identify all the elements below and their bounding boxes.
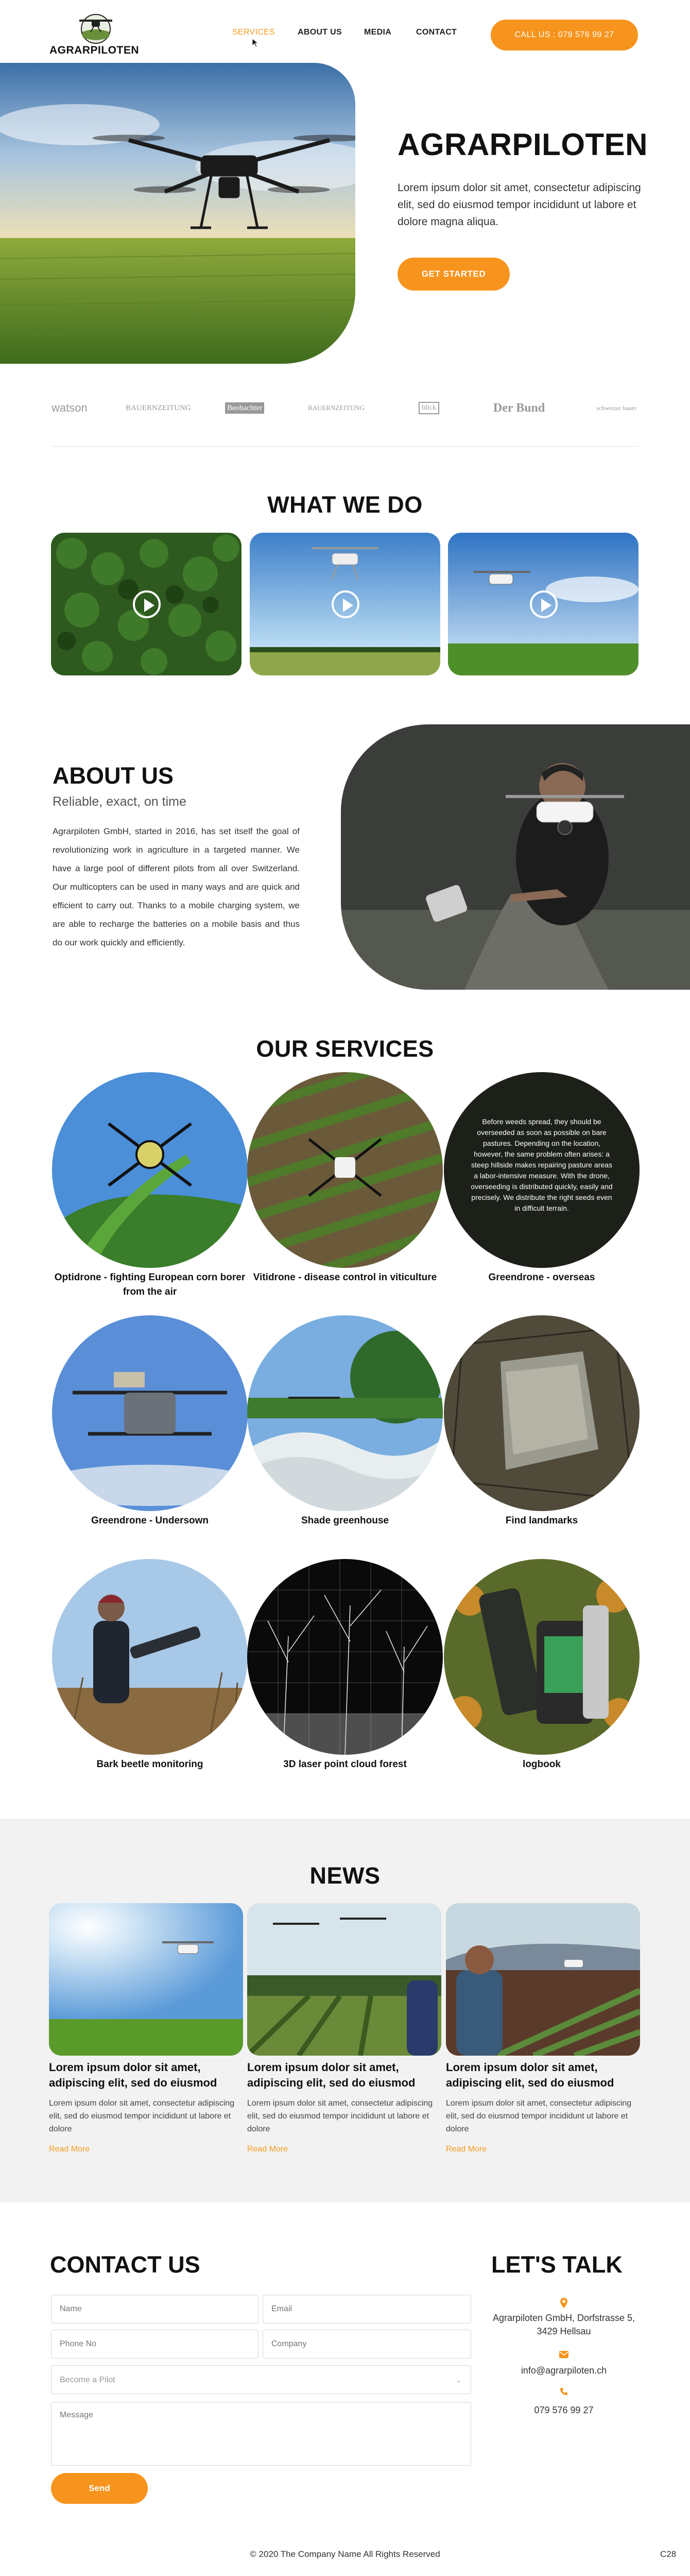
our-services-title: OUR SERVICES	[256, 1036, 434, 1062]
greenhouse-illustration	[247, 1315, 443, 1511]
video-card-drone-field[interactable]	[250, 533, 440, 675]
contact-phone[interactable]: 079 576 99 27	[534, 2405, 594, 2415]
corn-drone-illustration	[52, 1072, 248, 1268]
role-select-value: Become a Pilot	[60, 2376, 115, 2384]
news-image-1[interactable]	[49, 1903, 243, 2056]
landmark-stone-illustration	[444, 1315, 640, 1511]
play-icon[interactable]	[530, 590, 558, 618]
get-started-button[interactable]: GET STARTED	[398, 258, 510, 291]
service-label-greendrone-undersown[interactable]: Greendrone - Undersown	[91, 1515, 209, 1526]
service-shade-greenhouse-image[interactable]	[247, 1315, 443, 1511]
news-title-3[interactable]: Lorem ipsum dolor sit amet, adipiscing elit, sed do eiusmod	[446, 2061, 614, 2089]
logo[interactable]	[49, 11, 140, 59]
read-more-link-1[interactable]: Read More	[49, 2145, 90, 2154]
nav-media[interactable]: MEDIA	[364, 28, 392, 37]
drone-sky-blue-illustration	[52, 1315, 248, 1511]
call-us-button[interactable]: CALL US : 079 576 99 27	[491, 20, 638, 50]
service-label-3d-laser[interactable]: 3D laser point cloud forest	[283, 1759, 407, 1770]
message-textarea[interactable]	[51, 2402, 471, 2466]
service-logbook-image[interactable]	[444, 1559, 640, 1755]
news-title-2[interactable]: Lorem ipsum dolor sit amet, adipiscing elit, sed do eiusmod	[247, 2061, 416, 2089]
company-input[interactable]	[263, 2330, 471, 2359]
service-label-vitidrone[interactable]: Vitidrone - disease control in viticulture	[253, 1272, 437, 1283]
video-card-drone-sky[interactable]	[448, 533, 639, 675]
send-button[interactable]: Send	[51, 2473, 148, 2504]
logo-drone-icon	[75, 11, 116, 44]
hero-title: AGRARPILOTEN	[398, 127, 648, 162]
service-label-bark-beetle[interactable]: Bark beetle monitoring	[96, 1759, 203, 1770]
hero-drone-illustration	[0, 63, 355, 364]
read-more-link-3[interactable]: Read More	[446, 2145, 487, 2154]
service-greendrone-overseas-image[interactable]	[444, 1072, 640, 1268]
press-logo-schweizer-bauer[interactable]: schweizer bauer	[596, 404, 636, 412]
phone-input[interactable]	[51, 2330, 258, 2359]
service-bark-beetle-image[interactable]	[52, 1559, 248, 1755]
nav-about-us[interactable]: ABOUT US	[298, 28, 342, 37]
news-image-2[interactable]	[247, 1903, 441, 2056]
about-text: Agrarpiloten GmbH, started in 2016, has set itself the goal of revolutionizing work in agriculture in a targeted manner. We have a large pool of different pilots from all over Switzerland. Our multicopters can be used in many ways and are quick and efficient to carry out. Thanks to a mobile charging system, we are able to recharge the batteries on a mobile basis and thus do our work quickly and efficiently.	[53, 826, 300, 947]
contact-email[interactable]: info@agrarpiloten.ch	[521, 2365, 607, 2376]
news-vineyard-illustration	[247, 1903, 441, 2056]
about-image	[341, 724, 690, 990]
nav-contact[interactable]: CONTACT	[416, 28, 457, 37]
play-icon[interactable]	[332, 590, 359, 618]
lets-talk-title: LET'S TALK	[491, 2251, 623, 2278]
bark-beetle-pilot-illustration	[52, 1559, 248, 1755]
press-logo-bauernzeitung-2[interactable]: BAUERNZEITUNG	[308, 404, 365, 412]
name-input[interactable]	[51, 2295, 258, 2324]
header	[0, 0, 690, 63]
read-more-link-2[interactable]: Read More	[247, 2145, 288, 2154]
service-label-greendrone-overseas[interactable]: Greendrone - overseas	[488, 1272, 595, 1283]
news-image-3[interactable]	[446, 1903, 640, 2056]
service-label-find-landmarks[interactable]: Find landmarks	[505, 1515, 578, 1526]
what-we-do-title: WHAT WE DO	[267, 492, 423, 518]
cursor-icon	[251, 38, 259, 47]
footer-corner-label: C28	[660, 2549, 677, 2559]
location-pin-icon	[559, 2298, 569, 2308]
news-title-1[interactable]: Lorem ipsum dolor sit amet, adipiscing elit, sed do eiusmod	[49, 2061, 217, 2089]
service-label-optidrone[interactable]: Optidrone - fighting European corn borer from the air	[54, 1272, 246, 1297]
service-label-shade-greenhouse[interactable]: Shade greenhouse	[301, 1515, 389, 1526]
video-card-forest[interactable]	[51, 533, 242, 675]
email-input[interactable]	[263, 2295, 471, 2324]
press-logo-watson[interactable]: watson	[51, 401, 88, 414]
logo-text: AGRARPILOTEN	[49, 44, 140, 56]
hero-text: Lorem ipsum dolor sit amet, consectetur adipiscing elit, sed do eiusmod tempor incididunt ut labore et dolore magna aliqua.	[398, 182, 641, 228]
chevron-down-icon: ⌄	[456, 2376, 461, 2384]
news-text-1: Lorem ipsum dolor sit amet, consectetur adipiscing elit, sed do eiusmod tempor incididunt ut labore et dolore	[49, 2099, 235, 2133]
service-find-landmarks-image[interactable]	[444, 1315, 640, 1511]
hero-image	[0, 63, 355, 364]
nav-services[interactable]: SERVICES	[232, 28, 275, 37]
phone-icon	[559, 2387, 569, 2398]
divider	[51, 446, 639, 447]
about-title: ABOUT US	[53, 762, 174, 789]
press-logo-beobachter[interactable]: Beobachter	[225, 402, 264, 414]
news-drone-sun-illustration	[49, 1903, 243, 2056]
contact-address: Agrarpiloten GmbH, Dorfstrasse 5, 3429 Hellsau	[492, 2313, 635, 2336]
footer-copyright: © 2020 The Company Name All Rights Reserved	[250, 2549, 440, 2559]
service-greendrone-undersown-image[interactable]	[52, 1315, 248, 1511]
news-text-2: Lorem ipsum dolor sit amet, consectetur adipiscing elit, sed do eiusmod tempor incididunt ut labore et dolore	[247, 2099, 433, 2133]
envelope-icon	[559, 2350, 569, 2361]
point-cloud-illustration	[247, 1559, 443, 1755]
service-3d-laser-image[interactable]	[247, 1559, 443, 1755]
news-title: NEWS	[309, 1862, 381, 1889]
press-logo-blick[interactable]: blick	[419, 402, 439, 414]
role-select[interactable]	[51, 2365, 471, 2394]
press-logo-bauernzeitung[interactable]: BAUERNZEITUNG	[126, 404, 191, 412]
about-subtitle: Reliable, exact, on time	[53, 794, 186, 809]
vineyard-drone-illustration	[247, 1072, 443, 1268]
service-label-logbook[interactable]: logbook	[523, 1759, 561, 1770]
news-pilot-field-illustration	[446, 1903, 640, 2056]
logbook-device-illustration	[444, 1559, 640, 1755]
pilot-with-drone-illustration	[341, 724, 690, 990]
news-text-3: Lorem ipsum dolor sit amet, consectetur adipiscing elit, sed do eiusmod tempor incididunt ut labore et dolore	[446, 2099, 632, 2133]
service-overlay-text: Before weeds spread, they should be overseeded as soon as possible on bare pastures. Depending on the location, however, the same problem often arises: a steep hillside makes repairing pasture areas a labor-intensive measure. With the drone, overseeding is distributed quickly, easily and precisely. We distribute the right seeds even in difficult terrain.	[471, 1117, 613, 1212]
press-logo-der-bund[interactable]: Der Bund	[493, 401, 545, 415]
play-icon[interactable]	[133, 590, 161, 618]
contact-title: CONTACT US	[50, 2251, 200, 2278]
service-vitidrone-image[interactable]	[247, 1072, 443, 1268]
service-optidrone-image[interactable]	[52, 1072, 248, 1268]
